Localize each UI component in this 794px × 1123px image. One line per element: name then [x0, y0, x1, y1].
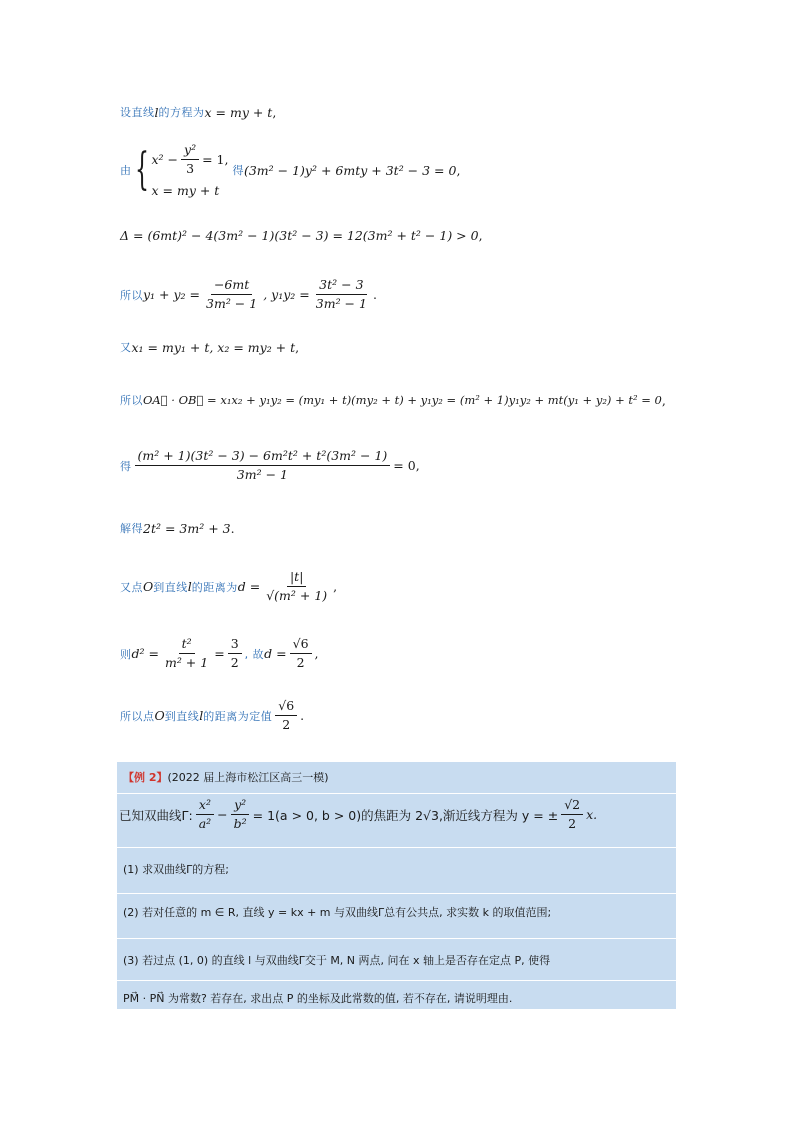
fraction — [275, 698, 297, 733]
numerator: 3t² − 3 — [316, 277, 366, 295]
text: 得 — [232, 164, 244, 177]
math: x. — [586, 807, 598, 822]
system-row-1 — [152, 142, 229, 177]
question-3-line-2: PM⃗ · PN⃗ 为常数? 若存在, 求出点 P 的坐标及此常数的值, 若不存在, 请说明理由. — [123, 992, 513, 1005]
fraction — [313, 277, 370, 312]
equation-system — [134, 142, 229, 198]
math: x₁ = my₁ + t, x₂ = my₂ + t — [131, 339, 296, 355]
question-2: (2) 若对任意的 m ∈ R, 直线 y = kx + m 与双曲线Γ总有公共点, 求实数 k 的取值范围; — [123, 906, 552, 919]
divider — [117, 847, 676, 848]
text: 到直线 — [164, 709, 200, 723]
divider — [117, 980, 676, 981]
math: 2t² = 3m² + 3 — [143, 520, 231, 536]
punct: , — [478, 228, 483, 243]
punct: . — [230, 520, 235, 536]
solution-line-9 — [120, 569, 337, 604]
brace-icon: { — [134, 144, 149, 195]
math: l — [187, 579, 192, 594]
text: 所以点 — [120, 709, 155, 723]
punct: , — [314, 646, 319, 661]
system-row-2: x = my + t — [151, 183, 220, 198]
denominator: 3m² − 1 — [315, 296, 367, 311]
denominator: m² + 1 — [164, 655, 209, 670]
punct: , — [456, 162, 461, 178]
example-header — [123, 769, 329, 785]
text: 所以 — [120, 288, 143, 302]
example-tag: 【例 2】 — [123, 771, 168, 784]
numerator: |t| — [287, 569, 306, 587]
text: 又点 — [120, 580, 143, 594]
punct: . — [372, 287, 377, 302]
numerator: t² — [179, 636, 195, 654]
numerator: −6mt — [211, 277, 252, 295]
math: d² = — [131, 646, 159, 661]
punct: , — [661, 392, 666, 408]
solution-line-4 — [120, 277, 377, 312]
numerator: 3 — [228, 636, 242, 654]
divider — [117, 893, 676, 894]
solution-line-6 — [120, 392, 666, 408]
numerator: √6 — [290, 636, 312, 654]
punct: , — [295, 339, 300, 355]
punct: . — [300, 708, 305, 723]
example-source: (2022 届上海市松江区高三一模) — [167, 771, 329, 784]
text: 已知双曲线Γ: — [119, 807, 193, 823]
math: , y₁y₂ = — [263, 287, 310, 302]
denominator: 2 — [230, 655, 239, 670]
text: 到直线 — [153, 580, 188, 594]
fraction — [228, 636, 242, 671]
text: 的距离为 — [191, 580, 238, 594]
solution-line-5 — [120, 339, 299, 355]
math: O — [154, 708, 165, 723]
divider — [117, 938, 676, 939]
text: 得 — [120, 459, 132, 473]
fraction — [181, 142, 199, 177]
solution-line-2 — [120, 142, 460, 198]
solution-line-3 — [120, 228, 483, 243]
fraction — [196, 797, 214, 832]
fraction — [231, 797, 250, 832]
math: Δ = (6mt)² − 4(3m² − 1)(3t² − 3) = 12(3m² + t² − 1) > 0 — [120, 228, 479, 243]
denominator: b² — [233, 816, 247, 831]
math: (3m² − 1)y² + 6mty + 3t² − 3 = 0 — [243, 162, 457, 178]
math: d = — [237, 579, 261, 594]
denominator: 3m² − 1 — [206, 296, 258, 311]
question-1: (1) 求双曲线Γ的方程; — [123, 863, 229, 876]
solution-line-10 — [120, 636, 319, 671]
fraction — [203, 277, 260, 312]
math: − — [217, 807, 228, 822]
math: l — [199, 708, 204, 723]
denominator: 2 — [296, 655, 305, 670]
solution-line-1 — [120, 104, 276, 120]
text: 则 — [120, 647, 132, 661]
question-3-line-1: (3) 若过点 (1, 0) 的直线 l 与双曲线Γ交于 M, N 两点, 问在 x 轴上是否存在定点 P, 使得 — [123, 954, 551, 967]
fraction — [135, 448, 391, 483]
denominator: 3 — [186, 161, 195, 176]
punct: , — [333, 579, 338, 594]
denominator: 2 — [282, 717, 291, 732]
divider — [117, 793, 676, 794]
math: OA⃗ · OB⃗ = x₁x₂ + y₁y₂ = (my₁ + t)(my₂ + t) + y₁y₂ = (m² + 1)y₁y₂ + mt(y₁ + y₂) + t² = 0 — [143, 393, 662, 407]
fraction — [162, 636, 211, 671]
math: d = — [264, 646, 287, 661]
text: = 1(a > 0, b > 0)的焦距为 2√3,渐近线方程为 y = ± — [252, 807, 559, 823]
math: y₁ + y₂ = — [143, 287, 201, 302]
fraction — [290, 636, 312, 671]
solution-line-11 — [120, 698, 304, 733]
text: 设直线 — [120, 106, 155, 119]
math: l — [154, 104, 159, 120]
math: x = my + t — [204, 104, 273, 120]
example-stem — [119, 797, 597, 832]
numerator: y² — [181, 142, 199, 160]
denominator: a² — [198, 816, 212, 831]
numerator: y² — [231, 797, 249, 815]
text: 又 — [120, 341, 132, 354]
punct: , — [272, 104, 277, 120]
text: , 故 — [244, 647, 265, 661]
punct: , — [415, 458, 420, 473]
solution-line-8 — [120, 520, 235, 536]
numerator: √2 — [561, 797, 583, 815]
fraction — [561, 797, 583, 832]
solution-line-7 — [120, 448, 420, 483]
math: O — [143, 579, 154, 594]
denominator: 3m² − 1 — [236, 467, 288, 482]
fraction — [263, 569, 330, 604]
math: = — [214, 646, 225, 661]
text: 解得 — [120, 522, 143, 535]
numerator: √6 — [275, 698, 297, 716]
text: 所以 — [120, 394, 143, 407]
math: = 0 — [393, 458, 416, 473]
text: 由 — [120, 164, 132, 177]
text: 的距离为定值 — [203, 709, 273, 723]
numerator: x² — [196, 797, 214, 815]
numerator: (m² + 1)(3t² − 3) − 6m²t² + t²(3m² − 1) — [135, 448, 391, 466]
denominator: √(m² + 1) — [266, 588, 328, 603]
denominator: 2 — [568, 816, 577, 831]
math: x² − — [151, 152, 179, 167]
text: 的方程为 — [158, 106, 205, 119]
math: = 1, — [202, 152, 229, 167]
